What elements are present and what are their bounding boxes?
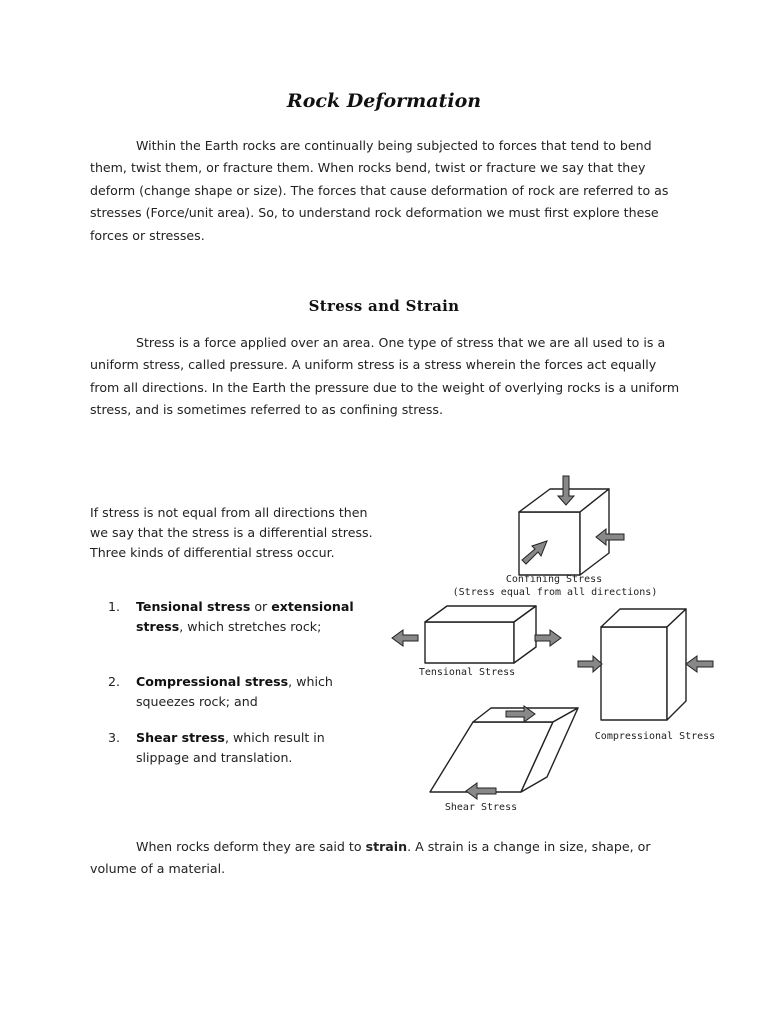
list-number: 3. xyxy=(108,730,121,745)
tensional-label: Tensional Stress xyxy=(418,667,516,678)
compressional-label: Compressional Stress xyxy=(594,731,716,742)
confining-label: Confining Stress xyxy=(505,574,603,585)
list-number: 2. xyxy=(108,674,121,689)
confining-sublabel: (Stress equal from all directions) xyxy=(452,587,658,598)
arrow-right-icon xyxy=(578,656,602,672)
list-term: Shear stress xyxy=(136,730,225,745)
differential-text: If stress is not equal from all directions then we say that the stress is a differential stress. Three kinds of differential stress occur. xyxy=(90,505,373,560)
list-number: 1. xyxy=(108,599,121,614)
stress-text: Stress is a force applied over an area. One type of stress that we are all used to is a uniform stress, called pressure. A uniform stress is a stress wherein the forces act equally from all directions. In the Earth the pressure due to the weight of overlying rocks is a uniform stress, and is sometimes referred to as confining stress. xyxy=(90,335,680,418)
section-heading: Stress and Strain xyxy=(308,297,460,315)
strain-term: strain xyxy=(365,839,408,854)
intro-text: Within the Earth rocks are continually being subjected to forces that tend to bend them, twist them, or fracture them. When rocks bend, twist or fracture we say that they deform (change shape or size). The forces that cause deformation of rock are referred to as stresses (Force/unit area). So, to understand rock deformation we must first explore these forces or stresses. xyxy=(90,138,669,243)
tensional-block xyxy=(425,606,536,663)
shear-label: Shear Stress xyxy=(444,802,518,813)
compressional-block xyxy=(601,609,686,720)
shear-block xyxy=(430,708,578,792)
arrow-left-icon xyxy=(392,630,418,646)
list-term: Compressional stress xyxy=(136,674,289,689)
page-title: Rock Deformation xyxy=(286,90,482,112)
list-term-alt: extensional stress xyxy=(136,599,354,634)
list-term: Tensional stress xyxy=(136,599,251,614)
arrow-left-icon xyxy=(686,656,713,672)
strain-paragraph: When rocks deform they are said to strain. A strain is a change in size, shape, or volume of a material. xyxy=(90,839,651,877)
arrow-right-icon xyxy=(535,630,561,646)
